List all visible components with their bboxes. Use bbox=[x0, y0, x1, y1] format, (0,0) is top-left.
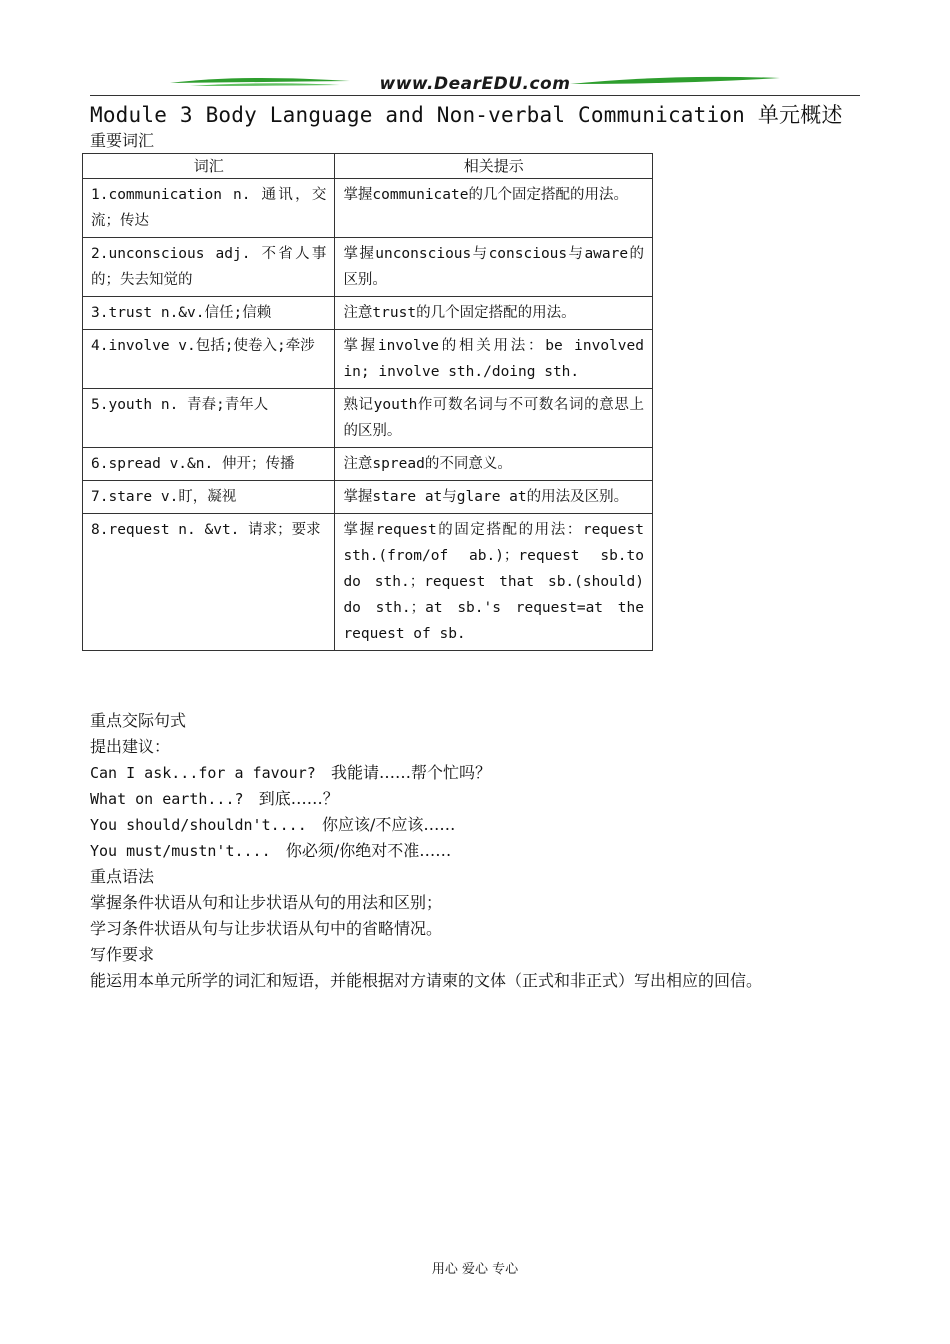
table-row bbox=[83, 330, 653, 389]
vocab-word: 5.youth n. 青春;青年人 bbox=[91, 397, 269, 413]
vocab-word: 6.spread v.&n. 伸开；传播 bbox=[91, 456, 295, 472]
vocab-tip: 掌握communicate的几个固定搭配的用法。 bbox=[343, 187, 628, 203]
writing-heading: 写作要求 bbox=[90, 945, 155, 964]
content-body bbox=[90, 708, 870, 994]
phrase-en: What on earth...? bbox=[90, 790, 244, 808]
table-row bbox=[83, 481, 653, 514]
column-header-word: 词汇 bbox=[83, 154, 335, 179]
writing-text: 能运用本单元所学的词汇和短语，并能根据对方请柬的文体（正式和非正式）写出相应的回信。 bbox=[90, 971, 763, 990]
table-row bbox=[83, 179, 653, 238]
vocab-tip: 掌握stare at与glare at的用法及区别。 bbox=[343, 489, 629, 505]
site-logo: www.DearEDU.com bbox=[379, 74, 571, 94]
vocab-word: 8.request n. &vt. 请求；要求 bbox=[91, 522, 321, 538]
vocab-tip: 掌握involve的相关用法：be involved in; involve sth./doing sth. bbox=[343, 338, 644, 380]
vocab-table bbox=[82, 153, 653, 651]
page-footer: 用心 爱心 专心 bbox=[431, 1262, 519, 1277]
vocab-word: 7.stare v.盯，凝视 bbox=[91, 489, 237, 505]
table-header-row bbox=[83, 154, 653, 179]
vocab-tip: 熟记youth作可数名词与不可数名词的意思上的区别。 bbox=[343, 397, 644, 439]
phrase-line bbox=[90, 812, 870, 838]
table-row bbox=[83, 238, 653, 297]
phrases-heading: 重点交际句式 bbox=[90, 711, 187, 730]
grammar-heading: 重点语法 bbox=[90, 867, 155, 886]
vocab-tip: 注意spread的不同意义。 bbox=[343, 456, 512, 472]
vocab-word: 4.involve v.包括;使卷入;牵涉 bbox=[91, 338, 315, 354]
vocab-word: 2.unconscious adj. 不省人事的；失去知觉的 bbox=[91, 246, 327, 288]
phrase-en: You should/shouldn't.... bbox=[90, 816, 307, 834]
grammar-line: 掌握条件状语从句和让步状语从句的用法和区别； bbox=[90, 893, 443, 912]
phrase-zh: 我能请……帮个忙吗？ bbox=[331, 763, 492, 782]
grammar-line: 学习条件状语从句与让步状语从句中的省略情况。 bbox=[90, 919, 443, 938]
phrase-en: Can I ask...for a favour? bbox=[90, 764, 316, 782]
vocab-word: 3.trust n.&v.信任;信赖 bbox=[91, 305, 272, 321]
phrase-en: You must/mustn't.... bbox=[90, 842, 271, 860]
suggest-heading: 提出建议： bbox=[90, 737, 171, 756]
vocab-tip: 掌握unconscious与conscious与aware的区别。 bbox=[343, 246, 644, 288]
table-row bbox=[83, 297, 653, 330]
column-header-tip: 相关提示 bbox=[335, 154, 653, 179]
vocab-heading: 重要词汇 bbox=[90, 131, 155, 150]
phrase-line bbox=[90, 786, 870, 812]
phrase-zh: 到底……？ bbox=[258, 789, 339, 808]
vocab-tip: 掌握request的固定搭配的用法：request sth.(from/of ab.)；request sb.to do sth.；request that sb.(should) do sth.；at sb.'s request=at the request of sb. bbox=[343, 522, 644, 642]
phrase-zh: 你必须/你绝对不准…… bbox=[285, 841, 452, 860]
table-row bbox=[83, 389, 653, 448]
table-row bbox=[83, 514, 653, 651]
page-title: Module 3 Body Language and Non-verbal Communication 单元概述 bbox=[90, 103, 843, 127]
phrase-line bbox=[90, 760, 870, 786]
vocab-word: 1.communication n. 通讯，交流；传达 bbox=[91, 187, 327, 229]
header-divider bbox=[90, 95, 860, 96]
phrase-zh: 你应该/不应该…… bbox=[322, 815, 456, 834]
vocab-tip: 注意trust的几个固定搭配的用法。 bbox=[343, 305, 576, 321]
table-row bbox=[83, 448, 653, 481]
phrase-line bbox=[90, 838, 870, 864]
